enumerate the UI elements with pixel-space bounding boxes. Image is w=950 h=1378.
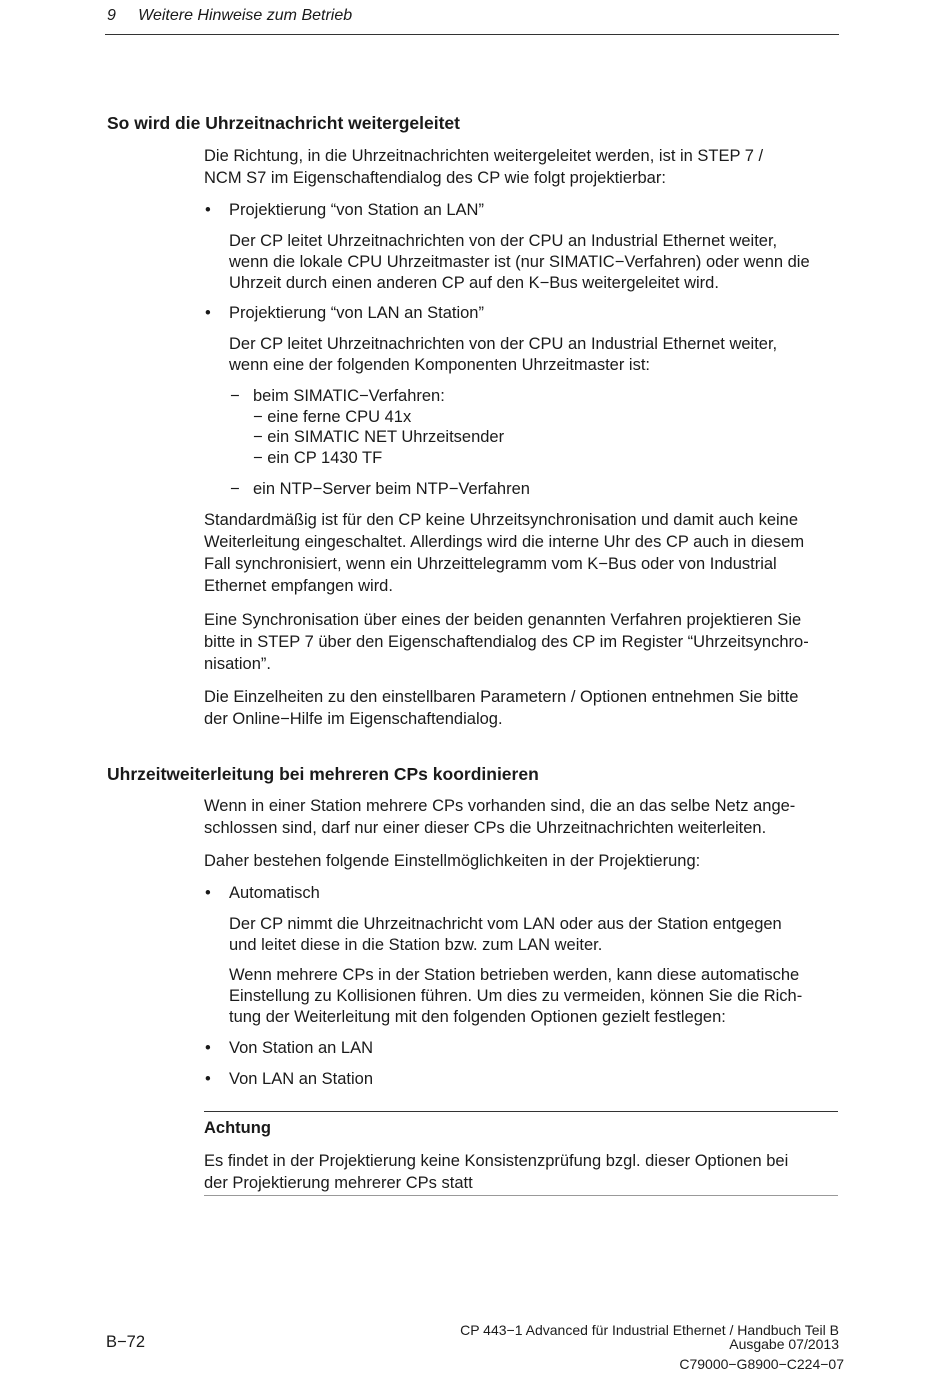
- text-line: NCM S7 im Eigenschaftendialog des CP wie folgt projektierbar:: [204, 169, 666, 187]
- section-heading-coordination: Uhrzeitweiterleitung bei mehreren CPs koordinieren: [107, 764, 539, 784]
- text-line: der Projektierung mehrerer CPs statt: [204, 1174, 473, 1192]
- text-line: − ein SIMATIC NET Uhrzeitsender: [253, 428, 505, 446]
- text-line: Ethernet empfangen wird.: [204, 577, 393, 595]
- text-line: der Online−Hilfe im Eigenschaftendialog.: [204, 710, 503, 728]
- bullet-marker: •: [205, 201, 211, 219]
- text-line: Fall synchronisiert, wenn ein Uhrzeittelegramm vom K−Bus oder von Industrial: [204, 555, 777, 573]
- options-intro: Daher bestehen folgende Einstellmöglichkeiten in der Projektierung:: [204, 852, 701, 870]
- text-line: und leitet diese in die Station bzw. zum LAN weiter.: [229, 936, 603, 954]
- page-number: B−72: [106, 1333, 145, 1351]
- text-line: Wenn mehrere CPs in der Station betrieben werden, kann diese automatische: [229, 966, 800, 984]
- text-line: Wenn in einer Station mehrere CPs vorhanden sind, die an das selbe Netz ange-: [204, 797, 796, 815]
- dash-item-simatic: [253, 386, 504, 468]
- bullet-automatic-desc: [229, 914, 841, 956]
- text-line: beim SIMATIC−Verfahren:: [253, 387, 445, 405]
- note-rule-bottom: [204, 1195, 838, 1196]
- text-line: Die Einzelheiten zu den einstellbaren Parametern / Optionen entnehmen Sie bitte: [204, 688, 799, 706]
- text-line: wenn eine der folgenden Komponenten Uhrzeitmaster ist:: [229, 356, 650, 374]
- text-line: Der CP nimmt die Uhrzeitnachricht vom LAN oder aus der Station entgegen: [229, 915, 782, 933]
- text-line: nisation”.: [204, 655, 271, 673]
- text-line: Eine Synchronisation über eines der beiden genannten Verfahren projektieren Sie: [204, 611, 802, 629]
- footer-edition: Ausgabe 07/2013: [729, 1336, 839, 1352]
- paragraph-sync: [204, 609, 840, 675]
- section1-intro: [204, 145, 840, 189]
- note-title: Achtung: [204, 1119, 271, 1137]
- bullet-marker: •: [205, 884, 211, 902]
- text-line: tung der Weiterleitung mit den folgenden Optionen gezielt festlegen:: [229, 1008, 726, 1026]
- bullet-station-to-lan: Projektierung “von Station an LAN”: [229, 201, 484, 219]
- dash-marker: −: [230, 480, 240, 498]
- text-line: Der CP leitet Uhrzeitnachrichten von der CPU an Industrial Ethernet weiter,: [229, 232, 778, 250]
- footer-manual-title: CP 443−1 Advanced für Industrial Ethernet / Handbuch Teil B: [460, 1322, 839, 1338]
- dash-item-ntp: ein NTP−Server beim NTP−Verfahren: [253, 480, 530, 498]
- bullet-lan-to-station-desc: [229, 334, 841, 376]
- bullet-lan-to-station: Projektierung “von LAN an Station”: [229, 304, 484, 322]
- note-body: [204, 1150, 840, 1194]
- text-line: Weiterleitung eingeschaltet. Allerdings wird die interne Uhr des CP auch in diesem: [204, 533, 805, 551]
- footer-order-number: C79000−G8900−C224−07: [679, 1356, 844, 1372]
- text-line: schlossen sind, darf nur einer dieser CPs die Uhrzeitnachrichten weiterleiten.: [204, 819, 767, 837]
- note-rule-top: [204, 1111, 838, 1112]
- paragraph-details: [204, 686, 840, 730]
- text-line: Der CP leitet Uhrzeitnachrichten von der CPU an Industrial Ethernet weiter,: [229, 335, 778, 353]
- text-line: wenn die lokale CPU Uhrzeitmaster ist (nur SIMATIC−Verfahren) oder wenn die: [229, 253, 810, 271]
- paragraph-standard: [204, 509, 840, 597]
- section2-intro: [204, 795, 840, 839]
- text-line: Uhrzeit durch einen anderen CP auf den K−Bus weitergeleitet wird.: [229, 274, 719, 292]
- bullet-automatic-collision: [229, 965, 841, 1028]
- bullet-option-lan-to-station: Von LAN an Station: [229, 1070, 374, 1088]
- bullet-option-station-to-lan: Von Station an LAN: [229, 1039, 374, 1057]
- header-rule: [105, 34, 839, 35]
- text-line: − eine ferne CPU 41x: [253, 407, 412, 426]
- bullet-marker: •: [205, 1039, 211, 1057]
- text-line: bitte in STEP 7 über den Eigenschaftendialog des CP im Register “Uhrzeitsynchro-: [204, 633, 809, 651]
- text-line: Standardmäßig ist für den CP keine Uhrzeitsynchronisation und damit auch keine: [204, 511, 799, 529]
- text-line: Es findet in der Projektierung keine Konsistenzprüfung bzgl. dieser Optionen bei: [204, 1152, 789, 1170]
- bullet-station-to-lan-desc: [229, 231, 841, 294]
- text-line: Die Richtung, in die Uhrzeitnachrichten weitergeleitet werden, ist in STEP 7 /: [204, 147, 764, 165]
- text-line: Einstellung zu Kollisionen führen. Um dies zu vermeiden, können Sie die Rich-: [229, 987, 803, 1005]
- bullet-marker: •: [205, 1070, 211, 1088]
- running-header: 9 Weitere Hinweise zum Betrieb: [107, 7, 353, 24]
- dash-marker: −: [230, 387, 240, 405]
- bullet-automatic: Automatisch: [229, 884, 320, 902]
- text-line: − ein CP 1430 TF: [253, 448, 383, 467]
- section-heading-forwarding: So wird die Uhrzeitnachricht weitergeleitet: [107, 113, 460, 133]
- bullet-marker: •: [205, 304, 211, 322]
